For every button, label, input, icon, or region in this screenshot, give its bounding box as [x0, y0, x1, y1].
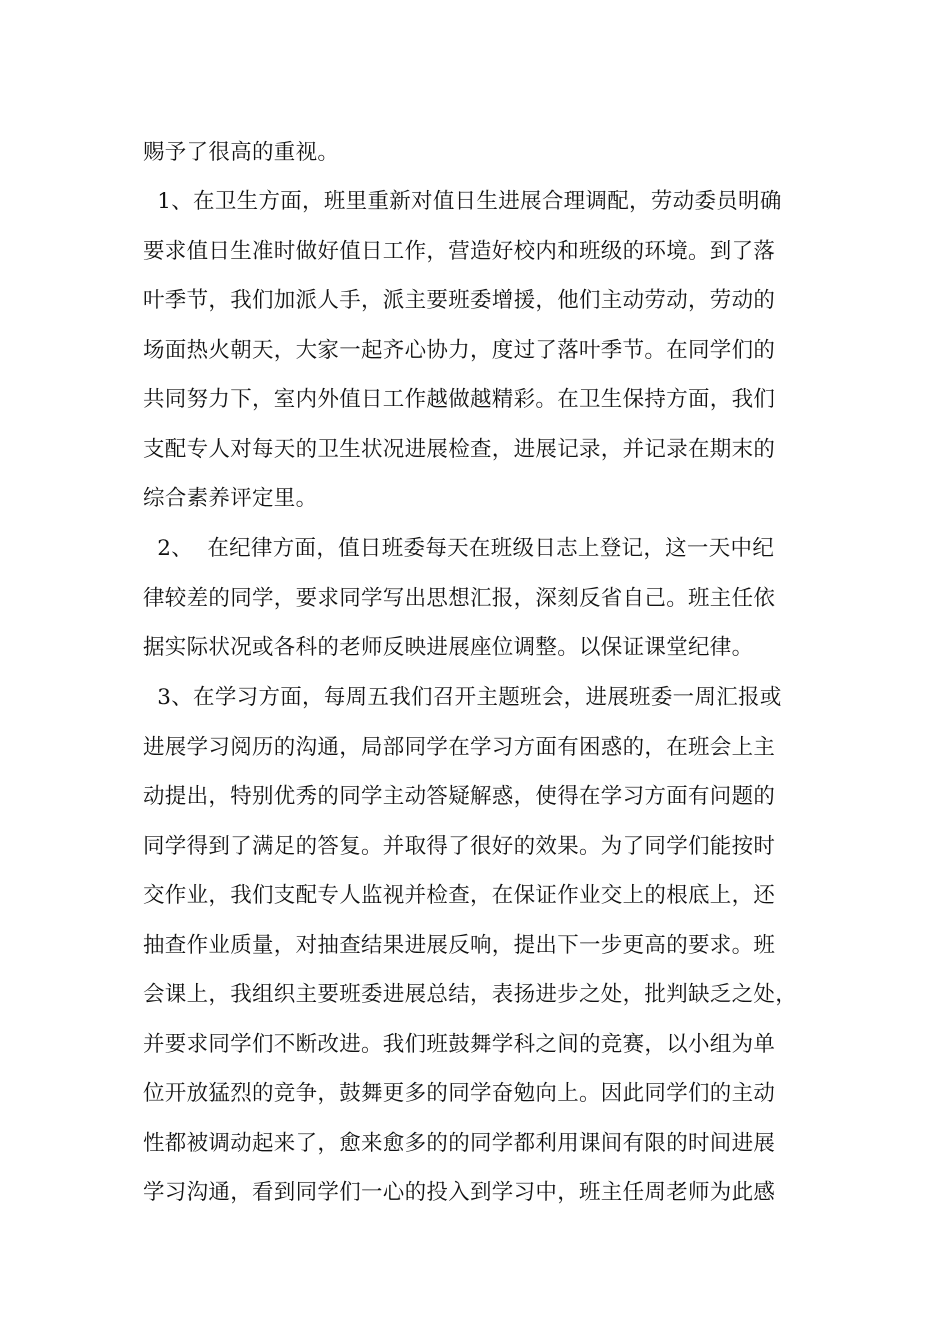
text-line: 要求值日生准时做好值日工作，营造好校内和班级的环境。到了落 — [143, 239, 776, 264]
text-line: 进展学习阅历的沟通，局部同学在学习方面有困惑的，在班会上主 — [143, 735, 776, 760]
text-line: 并要求同学们不断改进。我们班鼓舞学科之间的竞赛，以小组为单 — [143, 1032, 776, 1057]
text-line: 1、在卫生方面，班里重新对值日生进展合理调配，劳动委员明确 — [143, 189, 782, 214]
text-line: 性都被调动起来了，愈来愈多的的同学都利用课间有限的时间进展 — [143, 1131, 776, 1156]
text-line: 同学得到了满足的答复。并取得了很好的效果。为了同学们能按时 — [143, 834, 776, 859]
text-line: 学习沟通，看到同学们一心的投入到学习中，班主任周老师为此感 — [143, 1180, 776, 1205]
text-line: 场面热火朝天，大家一起齐心协力，度过了落叶季节。在同学们的 — [143, 338, 776, 363]
text-line: 支配专人对每天的卫生状况进展检查，进展记录，并记录在期末的 — [143, 437, 776, 462]
text-line: 赐予了很高的重视。 — [143, 140, 340, 165]
text-line: 综合素养评定里。 — [143, 486, 318, 511]
text-line: 律较差的同学，要求同学写出思想汇报，深刻反省自己。班主任依 — [143, 586, 776, 611]
text-line: 交作业，我们支配专人监视并检查，在保证作业交上的根底上，还 — [143, 883, 776, 908]
text-line: 抽查作业质量，对抽查结果进展反响，提出下一步更高的要求。班 — [143, 933, 776, 958]
text-line: 会课上，我组织主要班委进展总结，表扬进步之处，批判缺乏之处， — [143, 982, 798, 1007]
text-line: 位开放猛烈的竞争，鼓舞更多的同学奋勉向上。因此同学们的主动 — [143, 1081, 776, 1106]
text-line: 2、 在纪律方面，值日班委每天在班级日志上登记，这一天中纪 — [143, 536, 775, 561]
text-line: 据实际状况或各科的老师反映进展座位调整。以保证课堂纪律。 — [143, 635, 754, 660]
text-line: 3、在学习方面，每周五我们召开主题班会，进展班委一周汇报或 — [143, 685, 782, 710]
text-line: 叶季节，我们加派人手，派主要班委增援，他们主动劳动，劳动的 — [143, 288, 776, 313]
text-line: 动提出，特别优秀的同学主动答疑解惑，使得在学习方面有问题的 — [143, 784, 776, 809]
text-line: 共同努力下，室内外值日工作越做越精彩。在卫生保持方面，我们 — [143, 387, 776, 412]
